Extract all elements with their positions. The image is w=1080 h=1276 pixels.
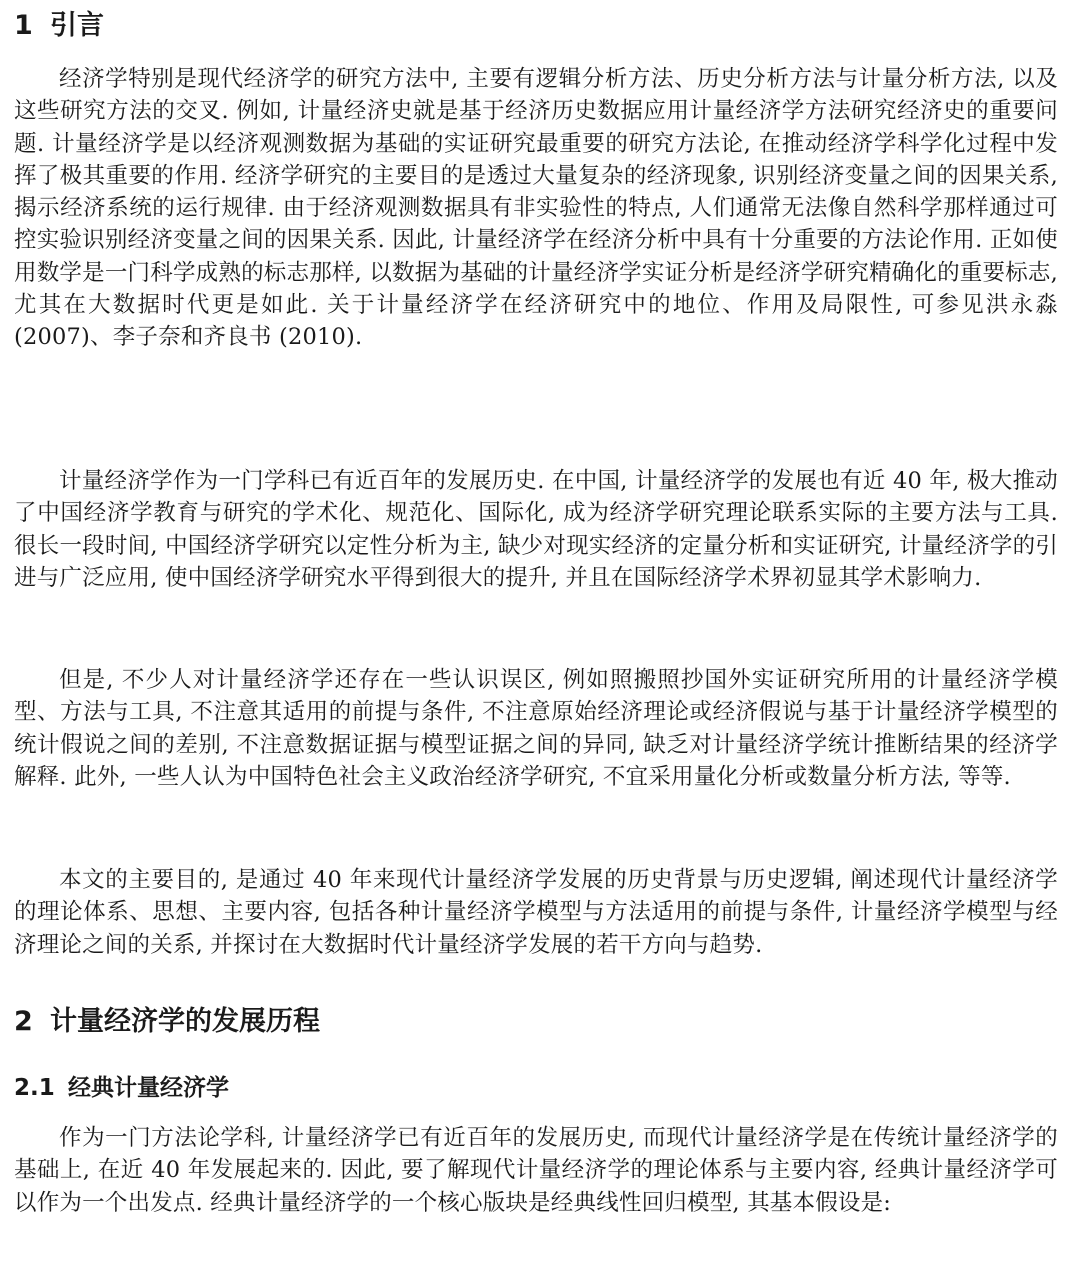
subsection-number: 2.1	[14, 1075, 55, 1101]
paragraph: 作为一门方法论学科, 计量经济学已有近百年的发展历史, 而现代计量经济学是在传统计量经济学的基础上, 在近 40 年发展起来的. 因此, 要了解现代计量经济学的理论体系与主要内容, 经典计量经济学可以作为一个出发点. 经典计量经济学的一个核心版块是经典线性回归模型, 其基本假设是:	[14, 1125, 1058, 1216]
subsection-heading-classical	[14, 1073, 229, 1103]
section-number: 1	[14, 10, 33, 41]
section-number: 2	[14, 1006, 33, 1037]
paragraph: 经济学特别是现代经济学的研究方法中, 主要有逻辑分析方法、历史分析方法与计量分析方法, 以及这些研究方法的交叉. 例如, 计量经济史就是基于经济历史数据应用计量经济学方法研究经济史的重要问题. 计量经济学是以经济观测数据为基础的实证研究最重要的研究方法论, 在推动经济学科学化过程中发挥了极其重要的作用. 经济学研究的主要目的是透过大量复杂的经济现象, 识别经济变量之间的因果关系, 揭示经济系统的运行规律. 由于经济观测数据具有非实验性的特点, 人们通常无法像自然科学那样通过可控实验识别经济变量之间的因果关系. 因此, 计量经济学在经济分析中具有十分重要的方法论作用. 正如使用数学是一门科学成熟的标志那样, 以数据为基础的计量经济学实证分析是经济学研究精确化的重要标志, 尤其在大数据时代更是如此. 关于计量经济学在经济研究中的地位、作用及局限性, 可参见洪永淼 (2007)、李子奈和齐良书 (2010).	[14, 66, 1058, 351]
section-heading-development	[14, 1006, 320, 1038]
section-title: 引言	[50, 10, 104, 41]
section-title: 计量经济学的发展历程	[50, 1006, 320, 1037]
subsection-title: 经典计量经济学	[68, 1075, 229, 1101]
paragraph: 但是, 不少人对计量经济学还存在一些认识误区, 例如照搬照抄国外实证研究所用的计量经济学模型、方法与工具, 不注意其适用的前提与条件, 不注意原始经济理论或经济假说与基于计量经济学模型的统计假说之间的差别, 不注意数据证据与模型证据之间的异同, 缺乏对计量经济学统计推断结果的经济学解释. 此外, 一些人认为中国特色社会主义政治经济学研究, 不宜采用量化分析或数量分析方法, 等等.	[14, 667, 1058, 790]
paragraph: 计量经济学作为一门学科已有近百年的发展历史. 在中国, 计量经济学的发展也有近 40 年, 极大推动了中国经济学教育与研究的学术化、规范化、国际化, 成为经济学研究理论联系实际的主要方法与工具. 很长一段时间, 中国经济学研究以定性分析为主, 缺少对现实经济的定量分析和实证研究, 计量经济学的引进与广泛应用, 使中国经济学研究水平得到很大的提升, 并且在国际经济学术界初显其学术影响力.	[14, 468, 1058, 591]
paragraph: 本文的主要目的, 是通过 40 年来现代计量经济学发展的历史背景与历史逻辑, 阐述现代计量经济学的理论体系、思想、主要内容, 包括各种计量经济学模型与方法适用的前提与条件, 计量经济学模型与经济理论之间的关系, 并探讨在大数据时代计量经济学发展的若干方向与趋势.	[14, 867, 1058, 958]
section-heading-introduction	[14, 10, 104, 42]
